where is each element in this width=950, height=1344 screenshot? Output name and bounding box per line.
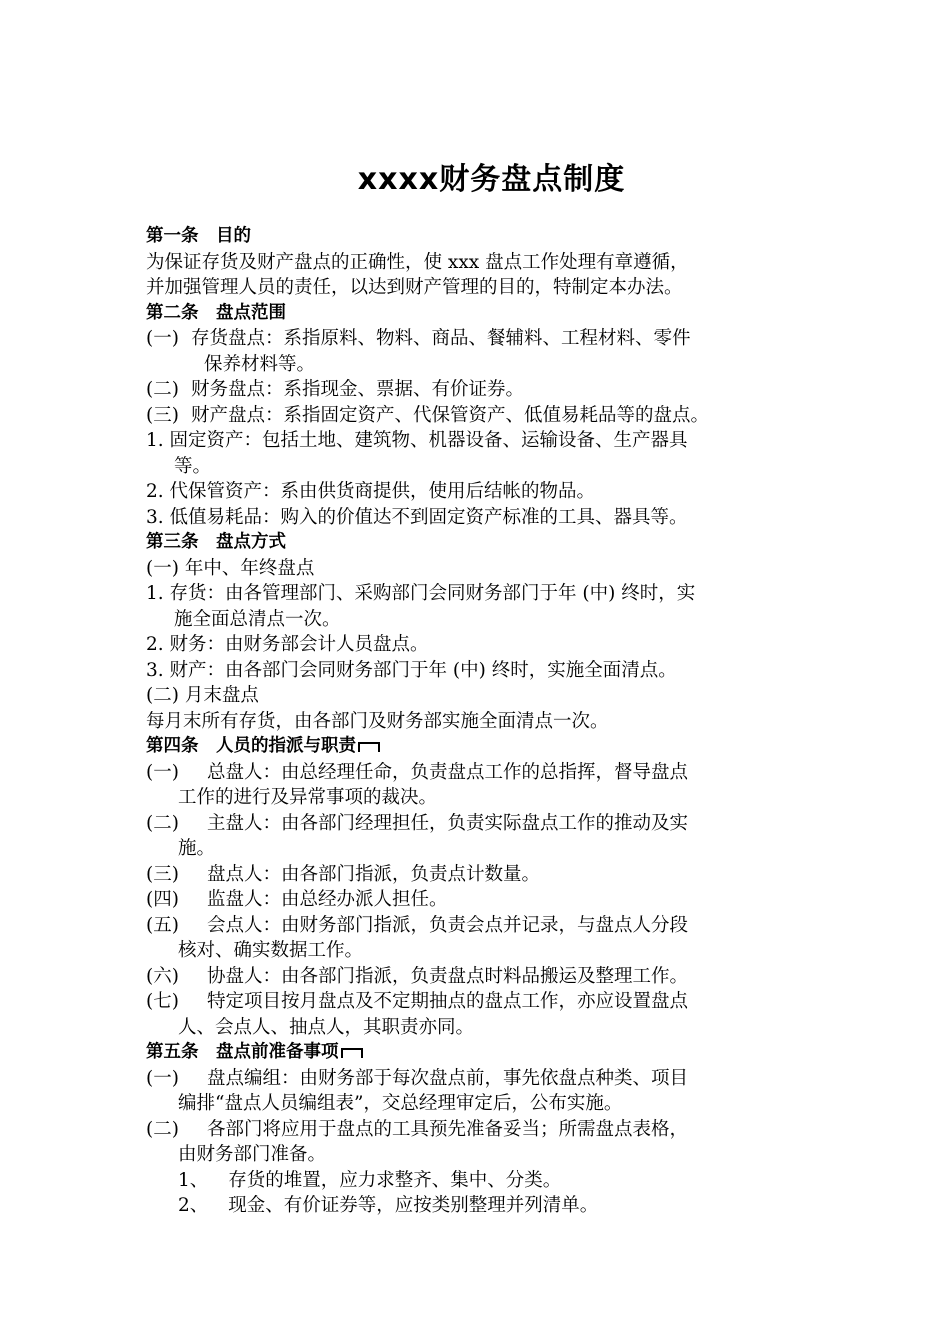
item-number: (三) (146, 404, 179, 426)
document-body (146, 224, 826, 1219)
duty-item (146, 760, 826, 786)
bracket-mark-icon (358, 742, 380, 752)
item-number: (五) (146, 914, 179, 936)
section-1-text-line1: 为保证存货及财产盘点的正确性，使 xxx 盘点工作处理有章遵循， (146, 251, 689, 273)
item-number: (三) (146, 863, 179, 885)
section-2-sub-3: 3. 低值易耗品：购入的价值达不到固定资产标准的工具、器具等。 (146, 506, 688, 528)
item-number: (二) (146, 1118, 179, 1140)
item-text: 各部门将应用于盘点的工具预先准备妥当；所需盘点表格， (206, 1118, 688, 1140)
section-3-item-a: (一) 年中、年终盘点 (146, 557, 315, 579)
section-3-item-b-text: 每月末所有存货，由各部门及财务部实施全面清点一次。 (146, 710, 609, 732)
section-3-sub-3: 3. 财产：由各部门会同财务部门于年 (中) 终时，实施全面清点。 (146, 659, 677, 681)
item-text: 盘点人：由各部门指派，负责点计数量。 (206, 863, 540, 885)
item-number: (七) (146, 991, 179, 1012)
section-2-sub-1: 1. 固定资产：包括土地、建筑物、机器设备、运输设备、生产器具 (146, 430, 688, 451)
item-number: (一) (146, 761, 179, 783)
duty-item (146, 887, 826, 913)
section-5-item-b (146, 1117, 826, 1143)
section-5-item-b-cont: 由财务部门准备。 (178, 1144, 327, 1165)
duty-item (146, 811, 826, 837)
section-2-item-c (146, 403, 826, 429)
item-number: (四) (146, 889, 179, 910)
section-1-text-line2: 并加强管理人员的责任，以达到财产管理的目的，特制定本办法。 (146, 277, 683, 298)
duty-item-cont: 核对、确实数据工作。 (178, 940, 364, 961)
item-text: 现金、有价证券等，应按类别整理并列清单。 (228, 1195, 599, 1216)
section-5-item-a (146, 1066, 826, 1092)
heading-text: 第五条 盘点前准备事项 (146, 1042, 339, 1062)
item-number: (一) (146, 1067, 179, 1089)
item-text: 特定项目按月盘点及不定期抽点的盘点工作，亦应设置盘点 (206, 991, 688, 1012)
item-text: 协盘人：由各部门指派，负责盘点时料品搬运及整理工作。 (206, 965, 688, 987)
duty-item (146, 862, 826, 888)
section-5-sub-1 (146, 1168, 826, 1194)
duty-item-cont: 施。 (178, 838, 216, 859)
item-number: (二) (146, 379, 179, 400)
section-2-sub-2: 2. 代保管资产：系由供货商提供，使用后结帐的物品。 (146, 481, 596, 502)
item-text: 监盘人：由总经办派人担任。 (206, 889, 448, 910)
section-4-heading (146, 734, 826, 760)
item-number: (一) (146, 328, 179, 349)
item-text: 总盘人：由总经理任命，负责盘点工作的总指挥，督导盘点 (206, 761, 688, 783)
section-5-sub-2 (146, 1193, 826, 1219)
item-number: (六) (146, 965, 179, 987)
duty-item (146, 964, 826, 990)
item-number: 2、 (178, 1195, 209, 1216)
section-2-item-a (146, 326, 826, 352)
section-2-item-b (146, 377, 826, 403)
item-text: 会点人：由财务部门指派，负责会点并记录，与盘点人分段 (206, 914, 688, 936)
section-2-item-a-cont: 保养材料等。 (204, 353, 316, 375)
item-text: 盘点编组：由财务部于每次盘点前，事先依盘点种类、项目 (206, 1067, 688, 1089)
section-2-sub-1-cont: 等。 (174, 455, 212, 477)
section-3-sub-1-cont: 施全面总清点一次。 (174, 608, 341, 630)
section-3-sub-2: 2. 财务：由财务部会计人员盘点。 (146, 634, 429, 655)
section-3-heading: 第三条 盘点方式 (146, 532, 286, 552)
document-title: xxxx财务盘点制度 (357, 162, 626, 197)
item-text: 财产盘点：系指固定资产、代保管资产、低值易耗品等的盘点。 (190, 404, 709, 426)
duty-item-cont: 工作的进行及异常事项的裁决。 (178, 787, 438, 808)
item-number: (二) (146, 812, 179, 834)
section-1-heading: 第一条 目的 (146, 226, 251, 246)
heading-text: 第四条 人员的指派与职责 (146, 736, 356, 756)
section-3-item-b: (二) 月末盘点 (146, 685, 259, 706)
item-text: 存货的堆置，应力求整齐、集中、分类。 (228, 1169, 562, 1191)
section-2-heading: 第二条 盘点范围 (146, 302, 286, 323)
duty-item-cont: 人、会点人、抽点人，其职责亦同。 (178, 1016, 475, 1038)
item-number: 1、 (178, 1169, 209, 1191)
duty-item (146, 989, 826, 1015)
bracket-mark-icon (341, 1048, 363, 1058)
section-3-sub-1: 1. 存货：由各管理部门、采购部门会同财务部门于年 (中) 终时，实 (146, 583, 696, 604)
duty-item (146, 913, 826, 939)
item-text: 财务盘点：系指现金、票据、有价证券。 (190, 379, 524, 400)
section-5-heading (146, 1040, 826, 1066)
section-4-list (146, 760, 826, 1041)
item-text: 主盘人：由各部门经理担任，负责实际盘点工作的推动及实 (206, 812, 688, 834)
item-text: 存货盘点：系指原料、物料、商品、餐辅料、工程材料、零件 (190, 328, 691, 349)
section-5-item-a-cont: 编排“盘点人员编组表”，交总经理审定后，公布实施。 (178, 1093, 623, 1114)
